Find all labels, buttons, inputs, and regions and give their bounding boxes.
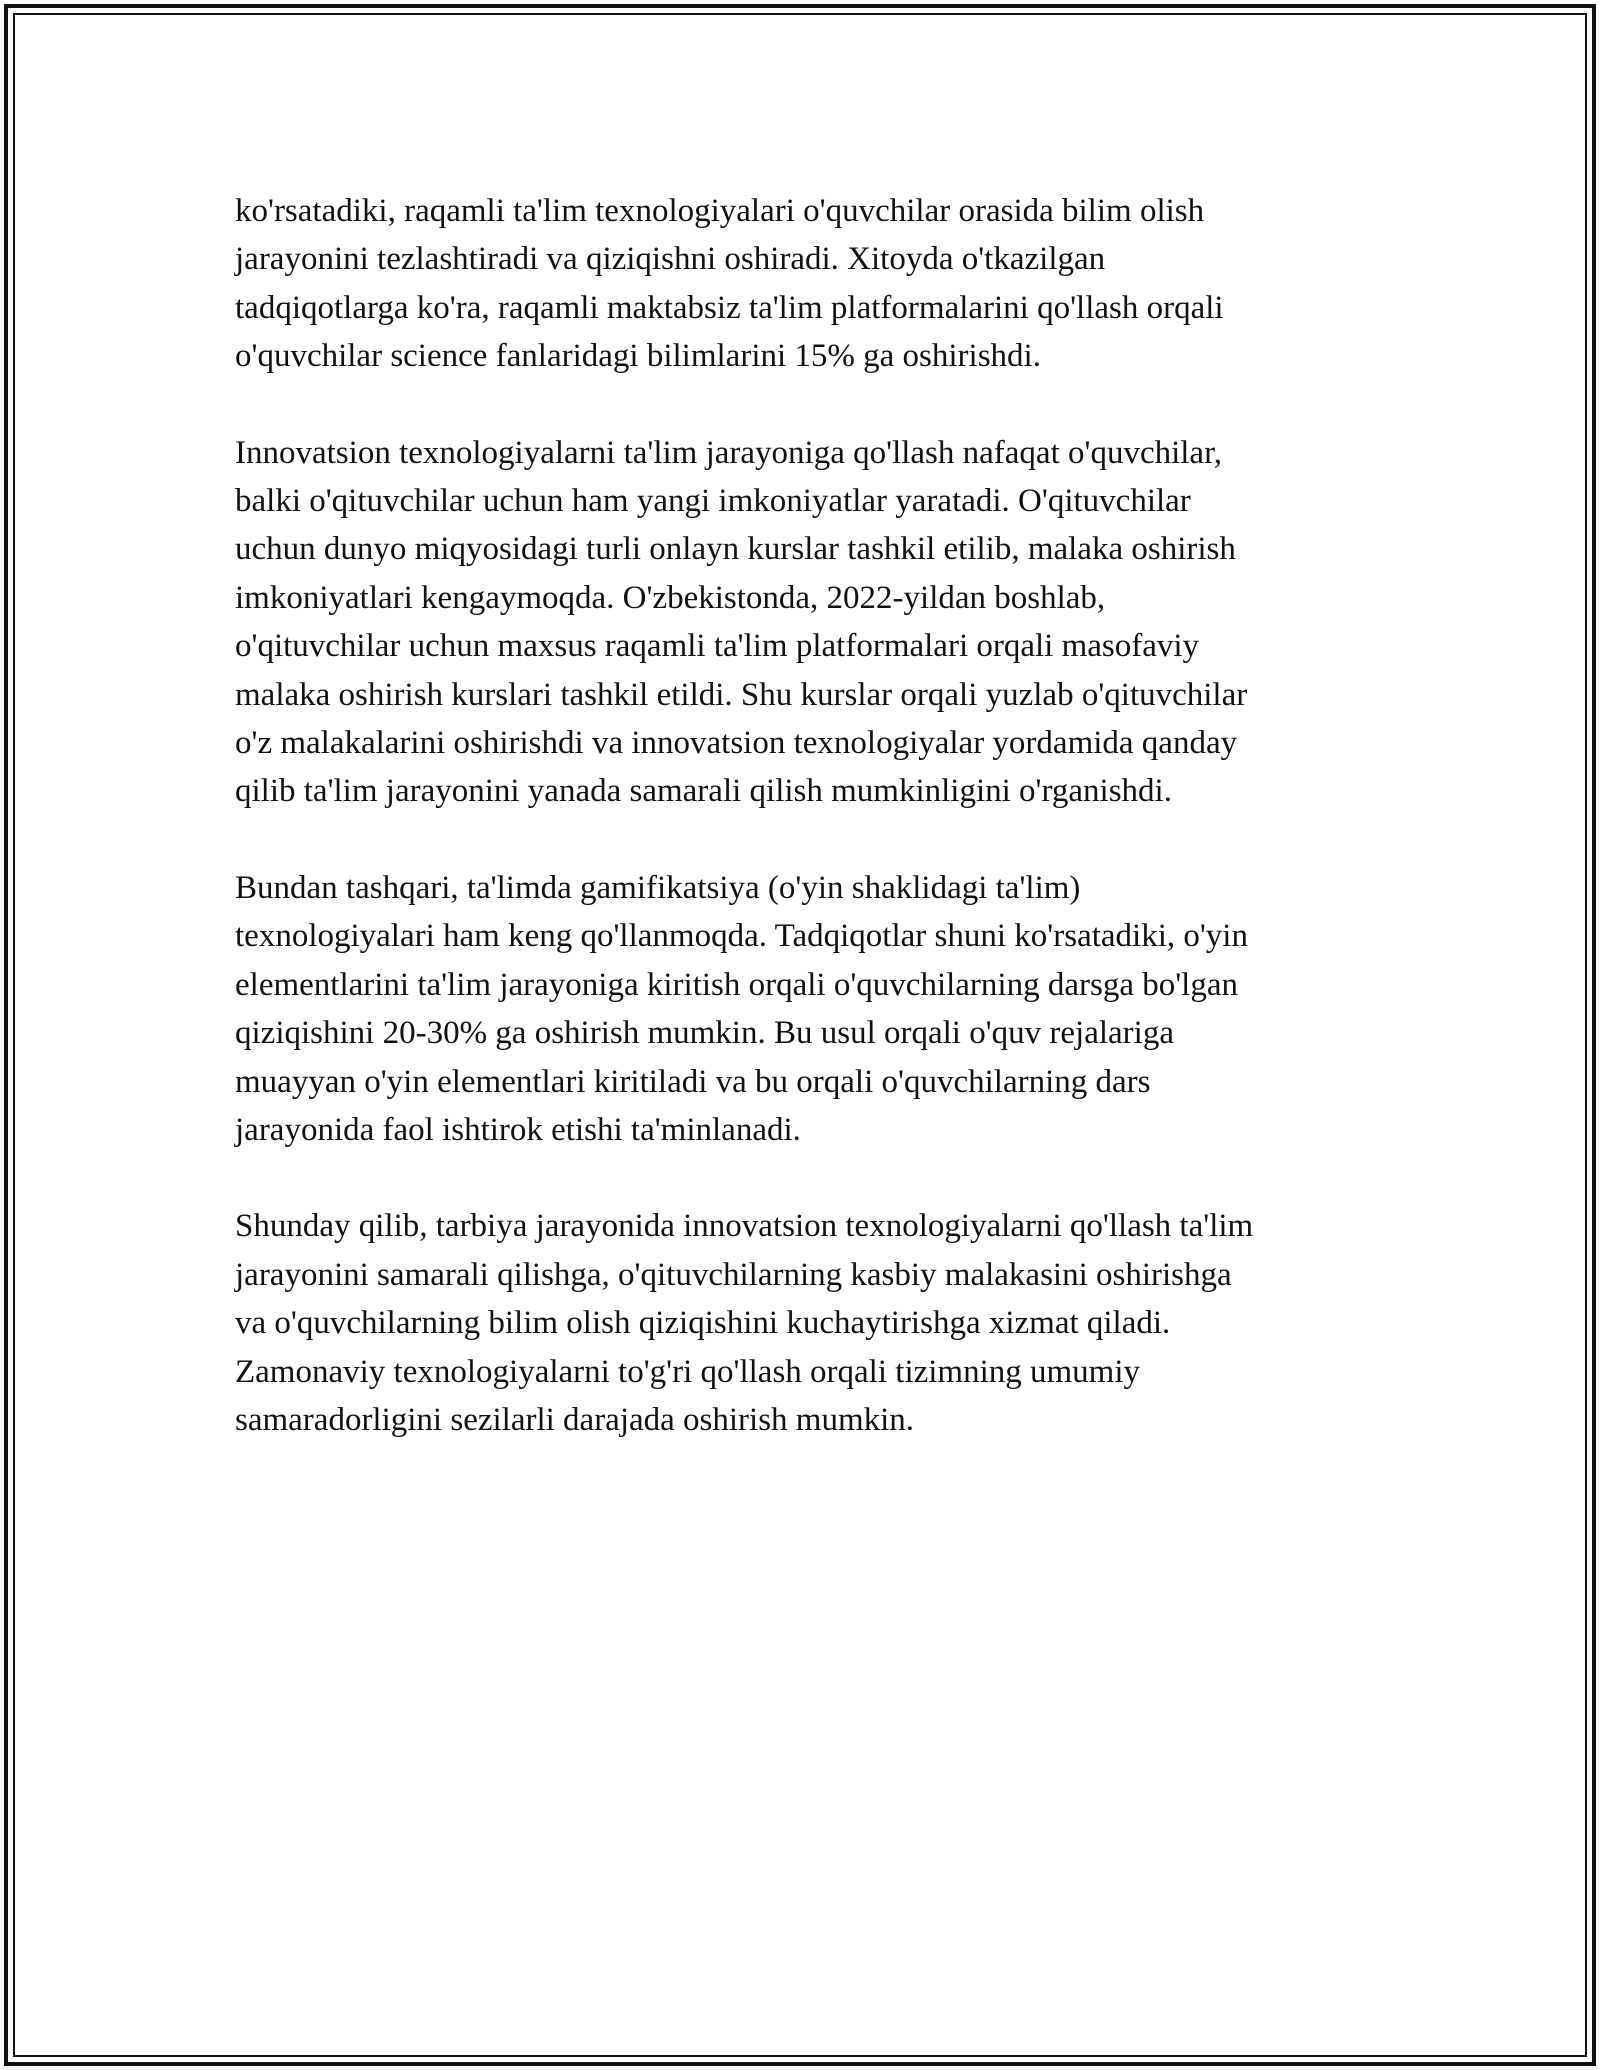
- paragraph-2: Innovatsion texnologiyalarni ta'lim jarayoniga qo'llash nafaqat o'quvchilar, balki o'qituvchilar uchun ham yangi imkoniyatlar yaratadi. O'qituvchilar uchun dunyo miqyosidagi turli onlayn kurslar tashkil etilib, malaka oshirish imkoniyatlari kengaymoqda. O'zbekistonda, 2022-yildan boshlab, o'qituvchilar uchun maxsus raqamli ta'lim platformalari orqali masofaviy malaka oshirish kurslari tashkil etildi. Shu kurslar orqali yuzlab o'qituvchilar o'z malakalarini oshirishdi va innovatsion texnologiyalar yordamida qanday qilib ta'lim jarayonini yanada samarali qilish mumkinligini o'rganishdi.: [235, 434, 1248, 810]
- document-body: [235, 187, 1385, 1492]
- paragraph-4: Shunday qilib, tarbiya jarayonida innovatsion texnologiyalarni qo'llash ta'lim jarayonini samarali qilishga, o'qituvchilarning kasbiy malakasini oshirishga va o'quvchilarning bilim olish qiziqishini kuchaytirishga xizmat qiladi. Zamonaviy texnologiyalarni to'g'ri qo'llash orqali tizimning umumiy samaradorligini sezilarli darajada oshirish mumkin.: [235, 1208, 1254, 1438]
- paragraph-1: ko'rsatadiki, raqamli ta'lim texnologiyalari o'quvchilar orasida bilim olish jarayonini tezlashtiradi va qiziqishni oshiradi. Xitoyda o'tkazilgan tadqiqotlarga ko'ra, raqamli maktabsiz ta'lim platformalarini qo'llash orqali o'quvchilar science fanlaridagi bilimlarini 15% ga oshirishdi.: [235, 193, 1224, 375]
- paragraph-3: Bundan tashqari, ta'limda gamifikatsiya (o'yin shaklidagi ta'lim) texnologiyalari ham keng qo'llanmoqda. Tadqiqotlar shuni ko'rsatadiki, o'yin elementlarini ta'lim jarayoniga kiritish orqali o'quvchilarning darsga bo'lgan qiziqishini 20-30% ga oshirish mumkin. Bu usul orqali o'quv rejalariga muayyan o'yin elementlari kiritiladi va bu orqali o'quvchilarning dars jarayonida faol ishtirok etishi ta'minlanadi.: [235, 869, 1248, 1148]
